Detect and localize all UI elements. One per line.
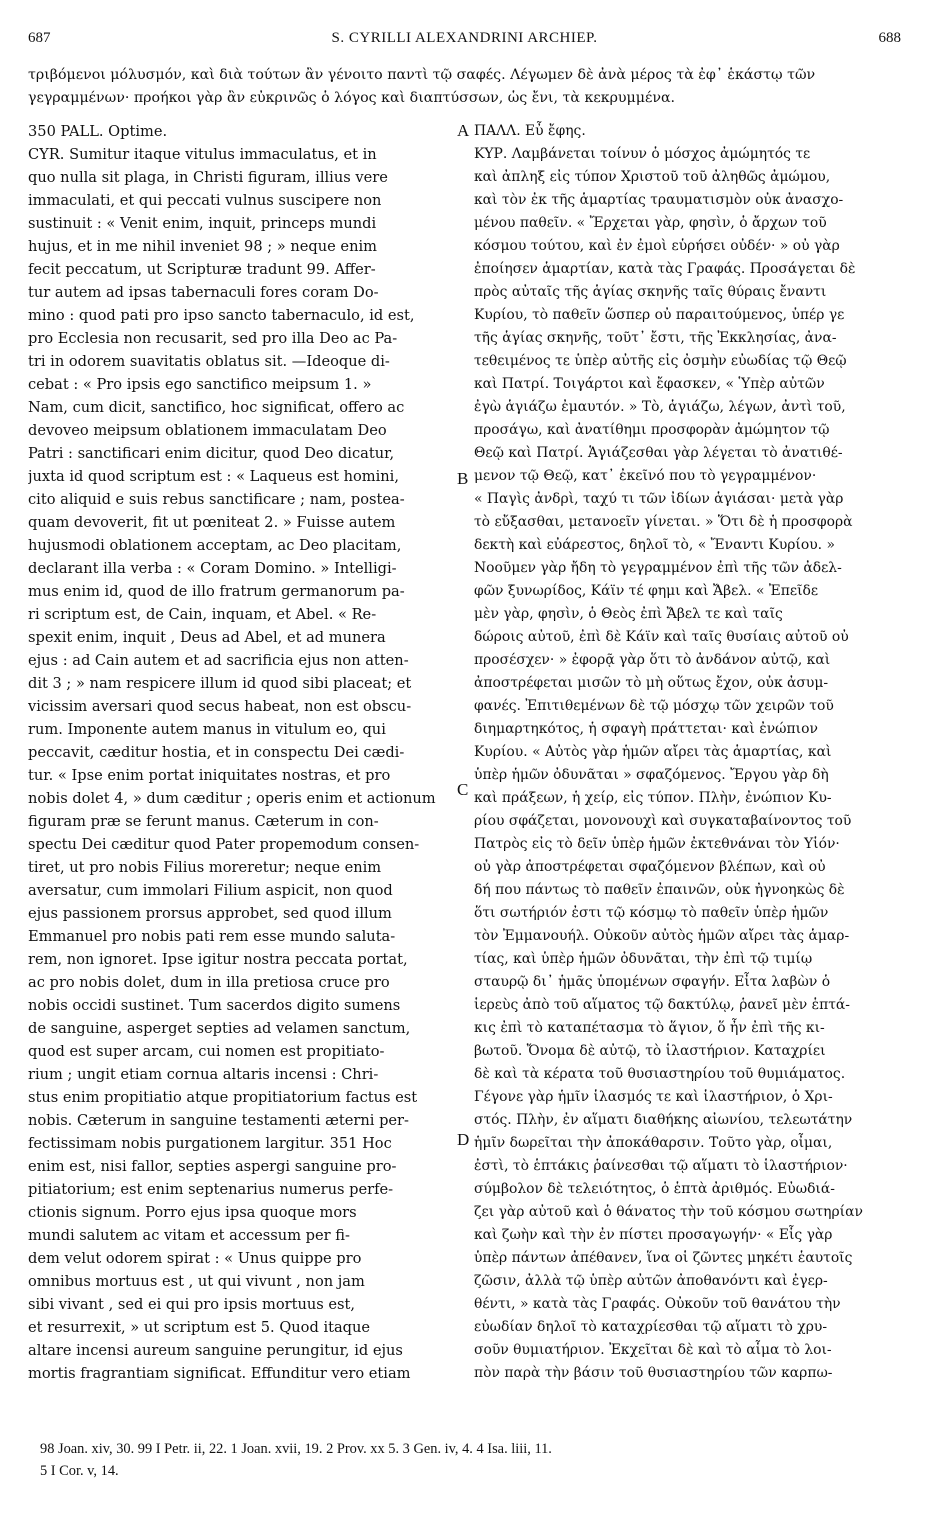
greek-text-line: καὶ ζωὴν καὶ τὴν ἐν πίστει προσαγωγήν· « Εἷς γὰρ (474, 1227, 833, 1243)
section-marker-a: A (457, 121, 470, 140)
latin-text-line: ejus passionem prorsus approbet, sed quod illum (28, 905, 392, 922)
latin-text-line: nobis. Cæterum in sanguine testamenti æterni per- (28, 1112, 409, 1129)
greek-text-line: ζει γὰρ αὐτοῦ καὶ ὁ θάνατος τὴν τοῦ κόσμου σωτηρίαν (474, 1204, 863, 1220)
greek-text-line: ἡμῖν δωρεῖται τὴν ἀποκάθαρσιν. Τοῦτο γὰρ, οἶμαι, (474, 1135, 833, 1151)
latin-text-line: cebat : « Pro ipsis ego sanctifico meipsum 1. » (28, 376, 372, 393)
latin-text-line: aversatur, cum immolari Filium aspicit, non quod (28, 882, 393, 899)
footnote-line: 5 I Cor. v, 14. (40, 1463, 119, 1479)
greek-text-line: φανές. Ἐπιτιθεμένων δὲ τῷ μόσχῳ τῶν χειρῶν τοῦ (474, 698, 834, 714)
greek-text-line: ἐγὼ ἁγιάζω ἐμαυτόν. » Τὸ, ἁγιάζω, λέγων, ἀντὶ τοῦ, (474, 399, 846, 415)
greek-text-line: προσάγω, καὶ ἀνατίθημι προσφορὰν ἀμώμητον τῷ (474, 422, 830, 438)
latin-text-line: Patri : sanctificari enim dicitur, quod Deo dicatur, (28, 445, 395, 462)
latin-text-line: rem, non ignoret. Ipse igitur nostra peccata portat, (28, 951, 408, 968)
greek-text-line: Νοοῦμεν γὰρ ἤδη τὸ γεγραμμένον ἐπὶ τῆς τῶν ἀδελ- (474, 560, 842, 576)
latin-text-line: mortis fragrantiam significat. Effunditur vero etiam (28, 1365, 411, 1382)
greek-text-line: ρίου σφάζεται, μονονουχὶ καὶ συγκαταβαίνοντος τοῦ (474, 813, 852, 829)
greek-text-line: τὸν Ἐμμανουήλ. Οὐκοῦν αὐτὸς ἡμῶν αἴρει τὰς ἁμαρ- (474, 928, 850, 944)
latin-text-line: ri scriptum est, de Cain, inquam, et Abel. « Re- (28, 606, 377, 623)
greek-text-line: κις ἐπὶ τὸ καταπέτασμα τὸ ἅγιον, ὅ ἦν ἐπὶ τῆς κι- (474, 1020, 825, 1036)
latin-text-line: dit 3 ; » nam respicere illum id quod sibi placeat; et (28, 675, 412, 692)
greek-text-line: σοῦν θυμιατήριον. Ἐκχεῖται δὲ καὶ τὸ αἷμα τὸ λοι- (474, 1342, 832, 1358)
greek-text-line: ΚΥΡ. Λαμβάνεται τοίνυν ὁ μόσχος ἀμώμητός τε (474, 146, 811, 162)
greek-text-line: ζῶσιν, ἀλλὰ τῷ ὑπὲρ αὐτῶν ἀποθανόντι καὶ ἐγερ- (474, 1273, 828, 1289)
latin-text-line: tiret, ut pro nobis Filius moreretur; neque enim (28, 859, 382, 876)
latin-text-line: nobis occidi sustinet. Tum sacerdos digito sumens (28, 997, 401, 1014)
latin-text-line: devoveo meipsum oblationem immaculatam Deo (28, 422, 387, 439)
greek-text-line: ὅτι σωτήριόν ἐστι τῷ κόσμῳ τὸ παθεῖν ὑπὲρ ἡμῶν (474, 905, 829, 921)
latin-text-line: immaculati, et qui peccati vulnus suscipere non (28, 192, 382, 209)
latin-column (28, 120, 460, 1385)
greek-text-line: μένου παθεῖν. « Ἔρχεται γὰρ, φησὶν, ὁ ἄρχων τοῦ (474, 215, 827, 231)
running-title: S. CYRILLI ALEXANDRINI ARCHIEP. (331, 30, 598, 46)
latin-text-line: hujus, et in me nihil inveniet 98 ; » neque enim (28, 238, 377, 255)
greek-text-line: καὶ ἀπληξ εἰς τύπον Χριστοῦ τοῦ ἀληθῶς ἀμώμου, (474, 169, 831, 185)
greek-text-line: τὸ εὔξασθαι, μετανοεῖν γίνεται. » Ὅτι δὲ ἡ προσφορὰ (474, 514, 853, 530)
latin-text-line: vicissim aversari quod secus habeat, non est obscu- (28, 698, 412, 715)
latin-text-line: ctionis signum. Porro ejus ipsa quoque mors (28, 1204, 357, 1221)
latin-text-line: pro Ecclesia non recusarit, sed pro illa Deo ac Pa- (28, 330, 398, 347)
greek-text-line: Κυρίου. « Αὐτὸς γὰρ ἡμῶν αἴρει τὰς ἁμαρτίας, καὶ (474, 744, 832, 760)
latin-text-line: spexit enim, inquit , Deus ad Abel, et ad munera (28, 629, 386, 646)
latin-text-line: de sanguine, asperget septies ad velamen sanctum, (28, 1020, 411, 1037)
section-marker-c: C (457, 780, 469, 799)
latin-text-line: nobis dolet 4, » dum cæditur ; operis enim et actionum (28, 790, 436, 807)
greek-intro-line: γεγραμμένων· προήκοι γὰρ ἂν εὐκρινῶς ὁ λόγος καὶ διαπτύσσων, ὡς ἔνι, τὰ κεκρυμμένα. (28, 90, 676, 106)
footnote-line: 98 Joan. xiv, 30. 99 I Petr. ii, 22. 1 Joan. xvii, 19. 2 Prov. xx 5. 3 Gen. iv, 4. 4 Isa. liii, 11. (40, 1441, 552, 1457)
latin-text-line: cito aliquid e suis rebus sanctificare ; nam, postea- (28, 491, 405, 508)
section-marker-b: B (457, 469, 469, 488)
latin-text-line: altare incensi aureum sanguine perungitur, id ejus (28, 1342, 403, 1359)
latin-text-line: peccavit, cæditur hostia, et in conspectu Dei cædi- (28, 744, 405, 761)
greek-text-line: « Παγὶς ἀνδρὶ, ταχύ τι τῶν ἰδίων ἁγιάσαι· μετὰ γὰρ (474, 491, 844, 507)
latin-text-line: stus enim propitiatio atque propitiatorium factus est (28, 1089, 418, 1106)
latin-text-line: figuram præ se ferunt manus. Cæterum in con- (28, 813, 379, 830)
latin-text-line: Nam, cum dicit, sanctifico, hoc significat, offero ac (28, 399, 405, 416)
greek-text-line: προσέσχεν· » ἐφορᾷ γὰρ ὅτι τὸ ἀνδάνον αὐτῷ, καὶ (474, 652, 831, 668)
greek-text-line: ὑπὲρ πάντων ἀπέθανεν, ἵνα οἱ ζῶντες μηκέτι ἑαυτοῖς (474, 1250, 853, 1266)
latin-text-line: Emmanuel pro nobis pati rem esse mundo saluta- (28, 928, 396, 945)
latin-text-line: rium ; ungit etiam cornua altaris incensi : Chri- (28, 1066, 379, 1083)
greek-text-line: θέντι, » κατὰ τὰς Γραφάς. Οὐκοῦν τοῦ θανάτου τὴν (474, 1296, 841, 1312)
greek-text-line: κόσμου τούτου, καὶ ἐν ἐμοὶ εὑρήσει οὐδέν· » οὐ γὰρ (474, 238, 840, 254)
latin-text-line: 350 PALL. Optime. (28, 123, 168, 140)
latin-text-line: et resurrexit, » ut scriptum est 5. Quod itaque (28, 1319, 371, 1336)
greek-intro-line: τριβόμενοι μόλυσμόν, καὶ διὰ τούτων ἂν γένοιτο παντὶ τῷ σαφές. Λέγωμεν δὲ ἀνὰ μέρος τὰ ἐφ᾽ ἑκάστῳ τῶν (28, 67, 816, 83)
footnotes (40, 1438, 900, 1482)
latin-text-line: quod est super arcam, cui nomen est propitiato- (28, 1043, 385, 1060)
latin-text-line: enim est, nisi fallor, septies aspergi sanguine pro- (28, 1158, 397, 1175)
greek-text-line: ὑπὲρ ἡμῶν ὀδυνᾶται » σφαζόμενος. Ἔργου γὰρ δὴ (474, 767, 829, 783)
latin-text-line: quam devoverit, fit ut pœniteat 2. » Fuisse autem (28, 514, 396, 531)
greek-text-line: καὶ τὸν ἐκ τῆς ἁμαρτίας τραυματισμὸν οὐκ ἀνασχο- (474, 192, 844, 208)
greek-text-line: μενον τῷ Θεῷ, κατ᾽ ἐκεῖνό που τὸ γεγραμμένον· (474, 468, 817, 484)
greek-text-line: ἀποστρέφεται μισῶν τὸ μὴ οὕτως ἔχον, οὐκ ἀσυμ- (474, 675, 829, 691)
latin-text-line: ac pro nobis dolet, dum in illa pretiosa cruce pro (28, 974, 390, 991)
latin-text-line: sibi vivant , sed ei qui pro ipsis mortuus est, (28, 1296, 355, 1313)
latin-text-line: dem velut odorem spirat : « Unus quippe pro (28, 1250, 362, 1267)
latin-text-line: quo nulla sit plaga, in Christi figuram, illius vere (28, 169, 388, 186)
greek-column (474, 120, 899, 1385)
latin-text-line: tur. « Ipse enim portat iniquitates nostras, et pro (28, 767, 391, 784)
greek-text-line: δή που πάντως τὸ παθεῖν ἐπαινῶν, οὐκ ἠγνοηκὼς δὲ (474, 882, 845, 898)
greek-text-line: βωτοῦ. Ὄνομα δὲ αὐτῷ, τὸ ἱλαστήριον. Καταχρίει (474, 1043, 826, 1059)
greek-text-line: Γέγονε γὰρ ἡμῖν ἱλασμός τε καὶ ἱλαστήριον, ὁ Χρι- (474, 1089, 833, 1105)
latin-text-line: mundi salutem ac vitam et accessum per fi- (28, 1227, 350, 1244)
greek-text-line: Πατρὸς εἰς τὸ δεῖν ὑπὲρ ἡμῶν ἐκτεθνάναι τὸν Υἱόν· (474, 836, 840, 852)
page-number-left: 687 (28, 30, 51, 46)
section-marker-d: D (457, 1130, 470, 1149)
latin-text-line: hujusmodi oblationem acceptam, ac Deo placitam, (28, 537, 402, 554)
latin-text-line: juxta id quod scriptum est : « Laqueus est homini, (28, 468, 399, 485)
latin-text-line: pitiatorium; est enim septenarius numerus perfe- (28, 1181, 394, 1198)
greek-text-line: Θεῷ καὶ Πατρί. Ἁγιάζεσθαι γὰρ λέγεται τὸ ἀνατιθέ- (474, 445, 843, 461)
greek-text-line: ἐποίησεν ἁμαρτίαν, κατὰ τὰς Γραφάς. Προσάγεται δὲ (474, 261, 856, 277)
greek-text-line: μὲν γὰρ, φησὶν, ὁ Θεὸς ἐπὶ Ἄβελ τε καὶ ταῖς (474, 606, 783, 622)
latin-text-line: tur autem ad ipsas tabernaculi fores coram Do- (28, 284, 379, 301)
greek-text-line: τίας, καὶ ὑπὲρ ἡμῶν ὀδυνᾶται, τὴν ἐπὶ τῷ τιμίῳ (474, 951, 813, 967)
latin-text-line: ejus : ad Cain autem et ad sacrificia ejus non atten- (28, 652, 409, 669)
greek-text-line: φῶν ξυνωρίδος, Κάϊν τέ φημι καὶ Ἄβελ. « Ἐπεῖδε (474, 583, 819, 599)
greek-text-line: πρὸς αὐταῖς τῆς ἁγίας σκηνῆς ταῖς θύραις ἔναντι (474, 284, 827, 300)
greek-text-line: εὐωδίαν δηλοῖ τὸ καταχρίεσθαι τῷ αἵματι τὸ χρυ- (474, 1319, 828, 1335)
greek-text-line: Κυρίου, τὸ παθεῖν ὥσπερ οὐ παραιτούμενος, ὑπέρ γε (474, 307, 845, 323)
latin-text-line: mino : quod pati pro ipso sancto tabernaculo, id est, (28, 307, 415, 324)
greek-text-line: ἱερεὺς ἀπὸ τοῦ αἵματος τῷ δακτύλῳ, ῥανεῖ μὲν ἑπτά- (474, 997, 850, 1013)
greek-text-line: δεκτὴ καὶ εὐάρεστος, δηλοῖ τὸ, « Ἔναντι Κυρίου. » (474, 537, 836, 553)
page-number-right: 688 (878, 30, 901, 46)
latin-text-line: fectissimam nobis purgationem largitur. 351 Hoc (28, 1135, 392, 1152)
greek-text-line: ΠΑΛΛ. Εὖ ἔφης. (474, 123, 586, 139)
latin-text-line: rum. Imponente autem manus in vitulum eo, qui (28, 721, 386, 738)
latin-text-line: tri in odorem suavitatis oblatus sit. —Ideoque di- (28, 353, 390, 370)
greek-text-line: καὶ Πατρί. Τοιγάρτοι καὶ ἔφασκεν, « Ὑπὲρ αὐτῶν (474, 376, 825, 392)
greek-text-line: πὸν παρὰ τὴν βάσιν τοῦ θυσιαστηρίου τῶν καρπω- (474, 1365, 833, 1381)
greek-text-line: σταυρῷ δι᾽ ἡμᾶς ὑπομένων σφαγήν. Εἶτα λαβὼν ὁ (474, 974, 831, 990)
greek-intro-lines (28, 64, 901, 110)
running-header (28, 30, 901, 52)
greek-text-line: καὶ πράξεων, ἡ χείρ, εἰς τύπον. Πλὴν, ἐνώπιον Κυ- (474, 790, 832, 806)
latin-text-line: fecit peccatum, ut Scripturæ tradunt 99. Affer- (28, 261, 376, 278)
greek-text-line: ἐστὶ, τὸ ἑπτάκις ῥαίνεσθαι τῷ αἵματι τὸ ἱλαστήριον· (474, 1158, 848, 1174)
greek-text-line: δώροις αὐτοῦ, ἐπὶ δὲ Κάϊν καὶ ταῖς θυσίαις αὐτοῦ οὐ (474, 629, 849, 645)
latin-text-line: CYR. Sumitur itaque vitulus immaculatus, et in (28, 146, 377, 163)
latin-text-line: mus enim id, quod de illo fratrum germanorum pa- (28, 583, 405, 600)
greek-text-line: στός. Πλὴν, ἐν αἵματι διαθήκης αἰωνίου, τελεωτάτην (474, 1112, 853, 1128)
greek-text-line: τῆς ἁγίας σκηνῆς, τοῦτ᾽ ἔστι, τῆς Ἐκκλησίας, ἀνα- (474, 330, 837, 346)
greek-text-line: τεθειμένος τε ὑπὲρ αὐτῆς εἰς ὀσμὴν εὐωδίας τῷ Θεῷ (474, 353, 847, 369)
latin-text-line: spectu Dei cæditur quod Pater propemodum consen- (28, 836, 420, 853)
latin-text-line: sustinuit : « Venit enim, inquit, princeps mundi (28, 215, 377, 232)
greek-text-line: δὲ καὶ τὰ κέρατα τοῦ θυσιαστηρίου τοῦ θυμιάματος. (474, 1066, 846, 1082)
greek-text-line: σύμβολον δὲ τελειότητος, ὁ ἑπτὰ ἀριθμός. Εὐωδιά- (474, 1181, 835, 1197)
latin-text-line: declarant illa verba : « Coram Domino. » Intelligi- (28, 560, 397, 577)
greek-text-line: οὐ γὰρ ἀποστρέφεται σφαζόμενον βλέπων, καὶ οὐ (474, 859, 826, 875)
latin-text-line: omnibus mortuus est , ut qui vivunt , non jam (28, 1273, 365, 1290)
greek-text-line: διημαρτηκότος, ἡ σφαγὴ πράττεται· καὶ ἐνώπιον (474, 721, 818, 737)
